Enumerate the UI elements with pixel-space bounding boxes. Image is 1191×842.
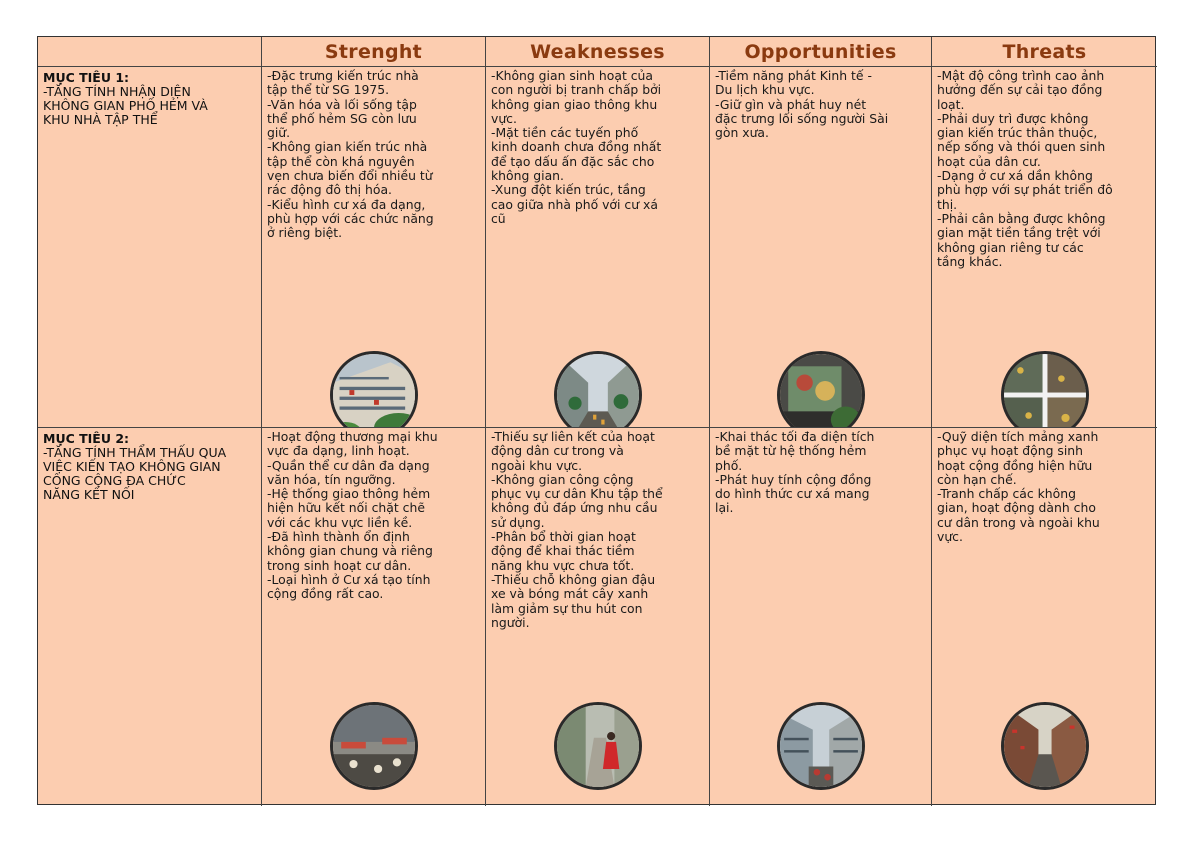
goal-1-threat-text: -Mật độ công trình cao ảnh hưởng đến sự cải tạo đồng loạt. -Phải duy trì được không gian kiến trúc thân thuộc, nếp sống và thói quen sinh hoạt của dân cư. -Dạng ở cư xá dần không phù hợp với sự phát triển đô thị. -Phải cân bằng được không gian mặt tiền tầng trệt với không gian riêng tư các tầng khác.: [937, 68, 1113, 269]
narrow-alley-photo: [1001, 702, 1089, 790]
header-threats: Threats: [932, 37, 1157, 67]
goal-2-title: MỤC TIÊU 2:: [43, 431, 130, 446]
goal-1-title: MỤC TIÊU 1:: [43, 70, 130, 85]
alley-street-photo: [554, 351, 642, 428]
apartment-block-photo: [330, 351, 418, 428]
goal-2-opportunity-text: -Khai thác tối đa diện tích bề mặt từ hệ thống hẻm phố. -Phát huy tính cộng đồng do hình thức cư xá mang lại.: [715, 429, 875, 516]
market-street-photo: [330, 702, 418, 790]
header-weaknesses: Weaknesses: [486, 37, 710, 67]
goal-1-opportunity-text: -Tiềm năng phát Kinh tế - Du lịch khu vực. -Giữ gìn và phát huy nét đặc trưng lối sống người Sài gòn xưa.: [715, 68, 889, 141]
header-empty-cell: [38, 37, 262, 67]
header-opportunities: Opportunities: [710, 37, 932, 67]
goal-1-threat-cell: [932, 67, 1157, 428]
goal-2-threat-text: -Quỹ diện tích mảng xanh phục vụ hoạt động sinh hoạt cộng đồng hiện hữu còn hạn chế. -Tranh chấp các không gian, hoạt động dành cho cư dân trong và ngoài khu vực.: [937, 429, 1100, 545]
goal-2-weakness-cell: [486, 428, 710, 806]
woman-red-dress-photo: [554, 702, 642, 790]
goal-1-weakness-text: -Không gian sinh hoạt của con người bị tranh chấp bởi không gian giao thông khu vực. -Mặt tiền các tuyến phố kinh doanh chưa đồng nhất để tạo dấu ấn đặc sắc cho không gian. -Xung đột kiến trúc, tầng cao giữa nhà phố với cư xá cũ: [491, 68, 662, 226]
swot-table: [37, 36, 1156, 805]
goal-2-strength-text: -Hoạt động thương mại khu vực đa dạng, linh hoạt. -Quần thể cư dân đa dạng văn hóa, tín ngưỡng. -Hệ thống giao thông hẻm hiện hữu kết nối chặt chẽ với các khu vực liền kề. -Đã hình thành ổn định không gian chung và riêng trong sinh hoạt cư dân. -Loại hình ở Cư xá tạo tính cộng đồng rất cao.: [267, 429, 438, 602]
goal-2-opportunity-cell: [710, 428, 932, 806]
goal-1-weakness-cell: [486, 67, 710, 428]
mural-wall-photo: [777, 351, 865, 428]
goal-2-weakness-text: -Thiếu sự liên kết của hoạt động dân cư trong và ngoài khu vực. -Không gian công cộng phục vụ cư dân Khu tập thể không đủ đáp ứng nhu cầu sử dụng. -Phân bổ thời gian hoạt động để khai thác tiềm năng khu vực chưa tốt. -Thiếu chỗ không gian đậu xe và bóng mát cây xanh làm giảm sự thu hút con người.: [491, 429, 663, 630]
goal-1-opportunity-cell: [710, 67, 932, 428]
goal-2-strength-cell: [262, 428, 486, 806]
aerial-market-photo: [1001, 351, 1089, 428]
goal-1-text: -TĂNG TÍNH NHẬN DIỆN KHÔNG GIAN PHỐ HẺM VÀ KHU NHÀ TẬP THỂ: [43, 84, 208, 127]
goal-1-cell: [38, 67, 262, 428]
goal-2-threat-cell: [932, 428, 1157, 806]
goal-2-text: -TĂNG TÍNH THẨM THẤU QUA VIỆC KIẾN TẠO KHÔNG GIAN CÔNG CỘNG ĐA CHỨC NĂNG KẾT NỐI: [43, 445, 227, 502]
header-strength: Strenght: [262, 37, 486, 67]
goal-1-strength-text: -Đặc trưng kiến trúc nhà tập thể từ SG 1975. -Văn hóa và lối sống tập thể phố hẻm SG còn lưu giữ. -Không gian kiến trúc nhà tập thể còn khá nguyên vẹn chưa biến đổi nhiều từ rác động đô thị hóa. -Kiểu hình cư xá đa dạng, phù hợp với các chức năng ở riêng biệt.: [267, 68, 434, 241]
goal-2-cell: [38, 428, 262, 806]
housing-street-photo: [777, 702, 865, 790]
goal-1-strength-cell: [262, 67, 486, 428]
